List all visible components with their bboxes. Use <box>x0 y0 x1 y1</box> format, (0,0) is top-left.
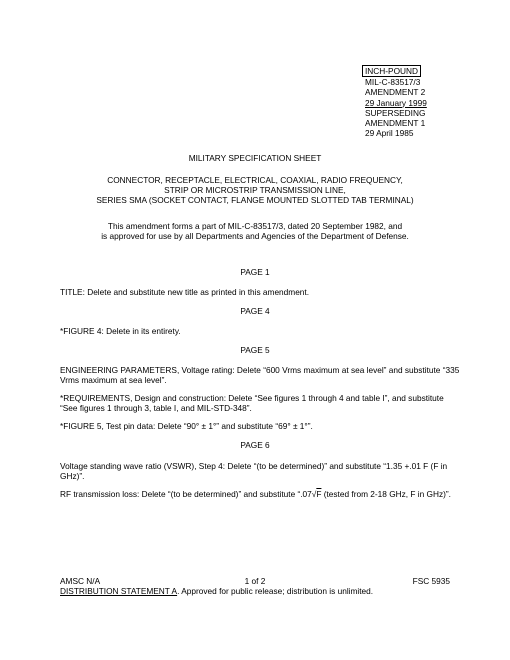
intro-line-2: is approved for use by all Departments and Agencies of the Department of Defense. <box>101 231 409 241</box>
spec-title-line-2: STRIP OR MICROSTRIP TRANSMISSION LINE, <box>164 185 346 195</box>
page-6-heading: PAGE 6 <box>240 440 270 450</box>
sheet-title: MILITARY SPECIFICATION SHEET <box>188 153 322 163</box>
radical-sign: √ <box>311 489 317 499</box>
amsc-label: AMSC N/A <box>60 576 101 586</box>
vswr-paragraph: Voltage standing wave ratio (VSWR), Step 4: Delete “(to be determined)” and substitute “1.35 +.01 F (F in GHz)”. <box>60 461 448 481</box>
spec-title-line-1: CONNECTOR, RECEPTACLE, ELECTRICAL, COAXIAL, RADIO FREQUENCY, <box>107 175 403 185</box>
distribution-statement-label: DISTRIBUTION STATEMENT A <box>60 586 178 596</box>
previous-date: 29 April 1985 <box>365 127 414 138</box>
square-root-symbol <box>312 490 322 500</box>
inch-pound-box: INCH-POUND <box>362 65 421 77</box>
superseding-label: SUPERSEDING <box>365 107 426 118</box>
rf-loss-paragraph <box>60 490 460 500</box>
amendment-date: 29 January 1999 <box>365 97 427 108</box>
document-header-block <box>362 65 427 138</box>
doc-number: MIL-C-83517/3 <box>365 77 421 88</box>
radicand: F <box>316 489 322 499</box>
figure-5-paragraph: *FIGURE 5, Test pin data: Delete “90° ± 1°” and substitute “69° ± 1°”. <box>60 421 313 431</box>
page-1-heading: PAGE 1 <box>240 267 270 277</box>
page-4-heading: PAGE 4 <box>240 306 270 316</box>
page-number: 1 of 2 <box>244 576 266 586</box>
rf-loss-text-post: (tested from 2-18 GHz, F in GHz)”. <box>321 489 451 499</box>
page-5-heading: PAGE 5 <box>240 345 270 355</box>
previous-amendment: AMENDMENT 1 <box>365 117 426 128</box>
title-paragraph: TITLE: Delete and substitute new title as printed in this amendment. <box>60 287 310 297</box>
engineering-parameters-paragraph: ENGINEERING PARAMETERS, Voltage rating: Delete “600 Vrms maximum at sea level” and substitute “335 Vrms maximum at sea level”. <box>60 365 460 385</box>
distribution-statement-text: . Approved for public release; distribution is unlimited. <box>177 586 374 596</box>
spec-title-line-3: SERIES SMA (SOCKET CONTACT, FLANGE MOUNTED SLOTTED TAB TERMINAL) <box>96 195 414 205</box>
rf-loss-text-pre: RF transmission loss: Delete “(to be determined)” and substitute “.07 <box>60 489 312 499</box>
distribution-statement <box>60 587 480 597</box>
figure-4-paragraph: *FIGURE 4: Delete in its entirety. <box>60 326 181 336</box>
amendment-number: AMENDMENT 2 <box>365 87 426 98</box>
fsc-code: FSC 5935 <box>412 576 450 586</box>
requirements-paragraph: *REQUIREMENTS, Design and construction: Delete “See figures 1 through 4 and table I”, and substitute “See figures 1 through 3, table I, and MIL-STD-348”. <box>60 393 444 413</box>
intro-line-1: This amendment forms a part of MIL-C-83517/3, dated 20 September 1982, and <box>107 221 403 231</box>
